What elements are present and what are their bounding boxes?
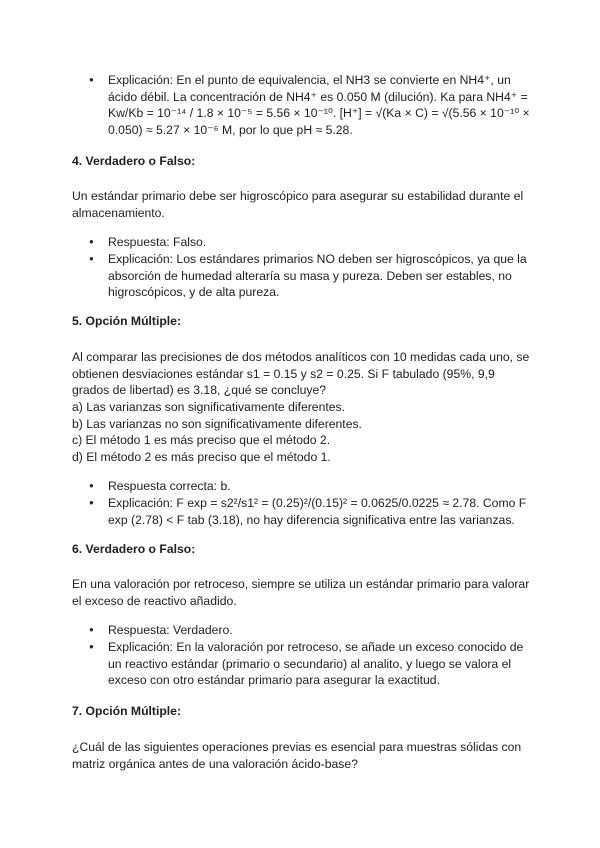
q7-heading: 7. Opción Múltiple:	[72, 704, 182, 718]
q6-heading: 6. Verdadero o Falso:	[72, 542, 196, 556]
q5-option-a: a) Las varianzas son significativamente diferentes.	[72, 400, 346, 414]
q5-option-c: c) El método 1 es más preciso que el método 2.	[72, 433, 331, 447]
q6-explanation: ● Explicación: En la valoración por retroceso, se añade un exceso conocido de un reactivo estándar (primario o secundario) al analito, y luego se valora el exceso con otro estándar primario para asegurar la exactitud.	[108, 639, 530, 689]
q5-option-d: d) El método 2 es más preciso que el método 1.	[72, 450, 331, 464]
q6-statement: En una valoración por retroceso, siempre se utiliza un estándar primario para valorar el exceso de reactivo añadido.	[72, 577, 530, 608]
q4-statement: Un estándar primario debe ser higroscópico para asegurar su estabilidad durante el almacenamiento.	[72, 189, 524, 220]
q7-statement: ¿Cuál de las siguientes operaciones previas es esencial para muestras sólidas con matriz orgánica antes de una valoración ácido-base?	[72, 740, 522, 771]
q6-answer: ● Respuesta: Verdadero.	[108, 622, 530, 639]
q5-heading: 5. Opción Múltiple:	[72, 314, 182, 328]
q4-answer: ● Respuesta: Falso.	[108, 234, 530, 251]
prev-explanation: ● Explicación: En el punto de equivalencia, el NH3 se convierte en NH4⁺, un ácido débil. La concentración de NH4⁺ es 0.050 M (dilución). Ka para NH4⁺ = Kw/Kb = 10⁻¹⁴ / 1.8 × 10⁻⁵ = 5.56 × 10⁻¹⁰. [H⁺] = √(Ka × C) = √(5.56 × 10⁻¹⁰ × 0.050) ≈ 5.27 × 10⁻⁶ M, por lo que pH ≈ 5.28.	[108, 72, 530, 138]
q5-answer: ● Respuesta correcta: b.	[108, 478, 530, 495]
q5-statement: Al comparar las precisiones de dos métodos analíticos con 10 medidas cada uno, se obtienen desviaciones estándar s1 = 0.15 y s2 = 0.25. Si F tabulado (95%, 9,9 grados de libertad) es 3.18, ¿qué se concluye?	[72, 350, 530, 398]
q4-heading: 4. Verdadero o Falso:	[72, 154, 196, 168]
q5-option-b: b) Las varianzas no son significativamente diferentes.	[72, 417, 362, 431]
q4-explanation: ● Explicación: Los estándares primarios NO deben ser higroscópicos, ya que la absorción de humedad alteraría su masa y pureza. Deben ser estables, no higroscópicos, y de alta pureza.	[108, 251, 530, 301]
q5-explanation: ● Explicación: F exp = s2²/s1² = (0.25)²/(0.15)² = 0.0625/0.0225 ≈ 2.78. Como F exp (2.78) < F tab (3.18), no hay diferencia significativa entre las varianzas.	[108, 495, 530, 528]
